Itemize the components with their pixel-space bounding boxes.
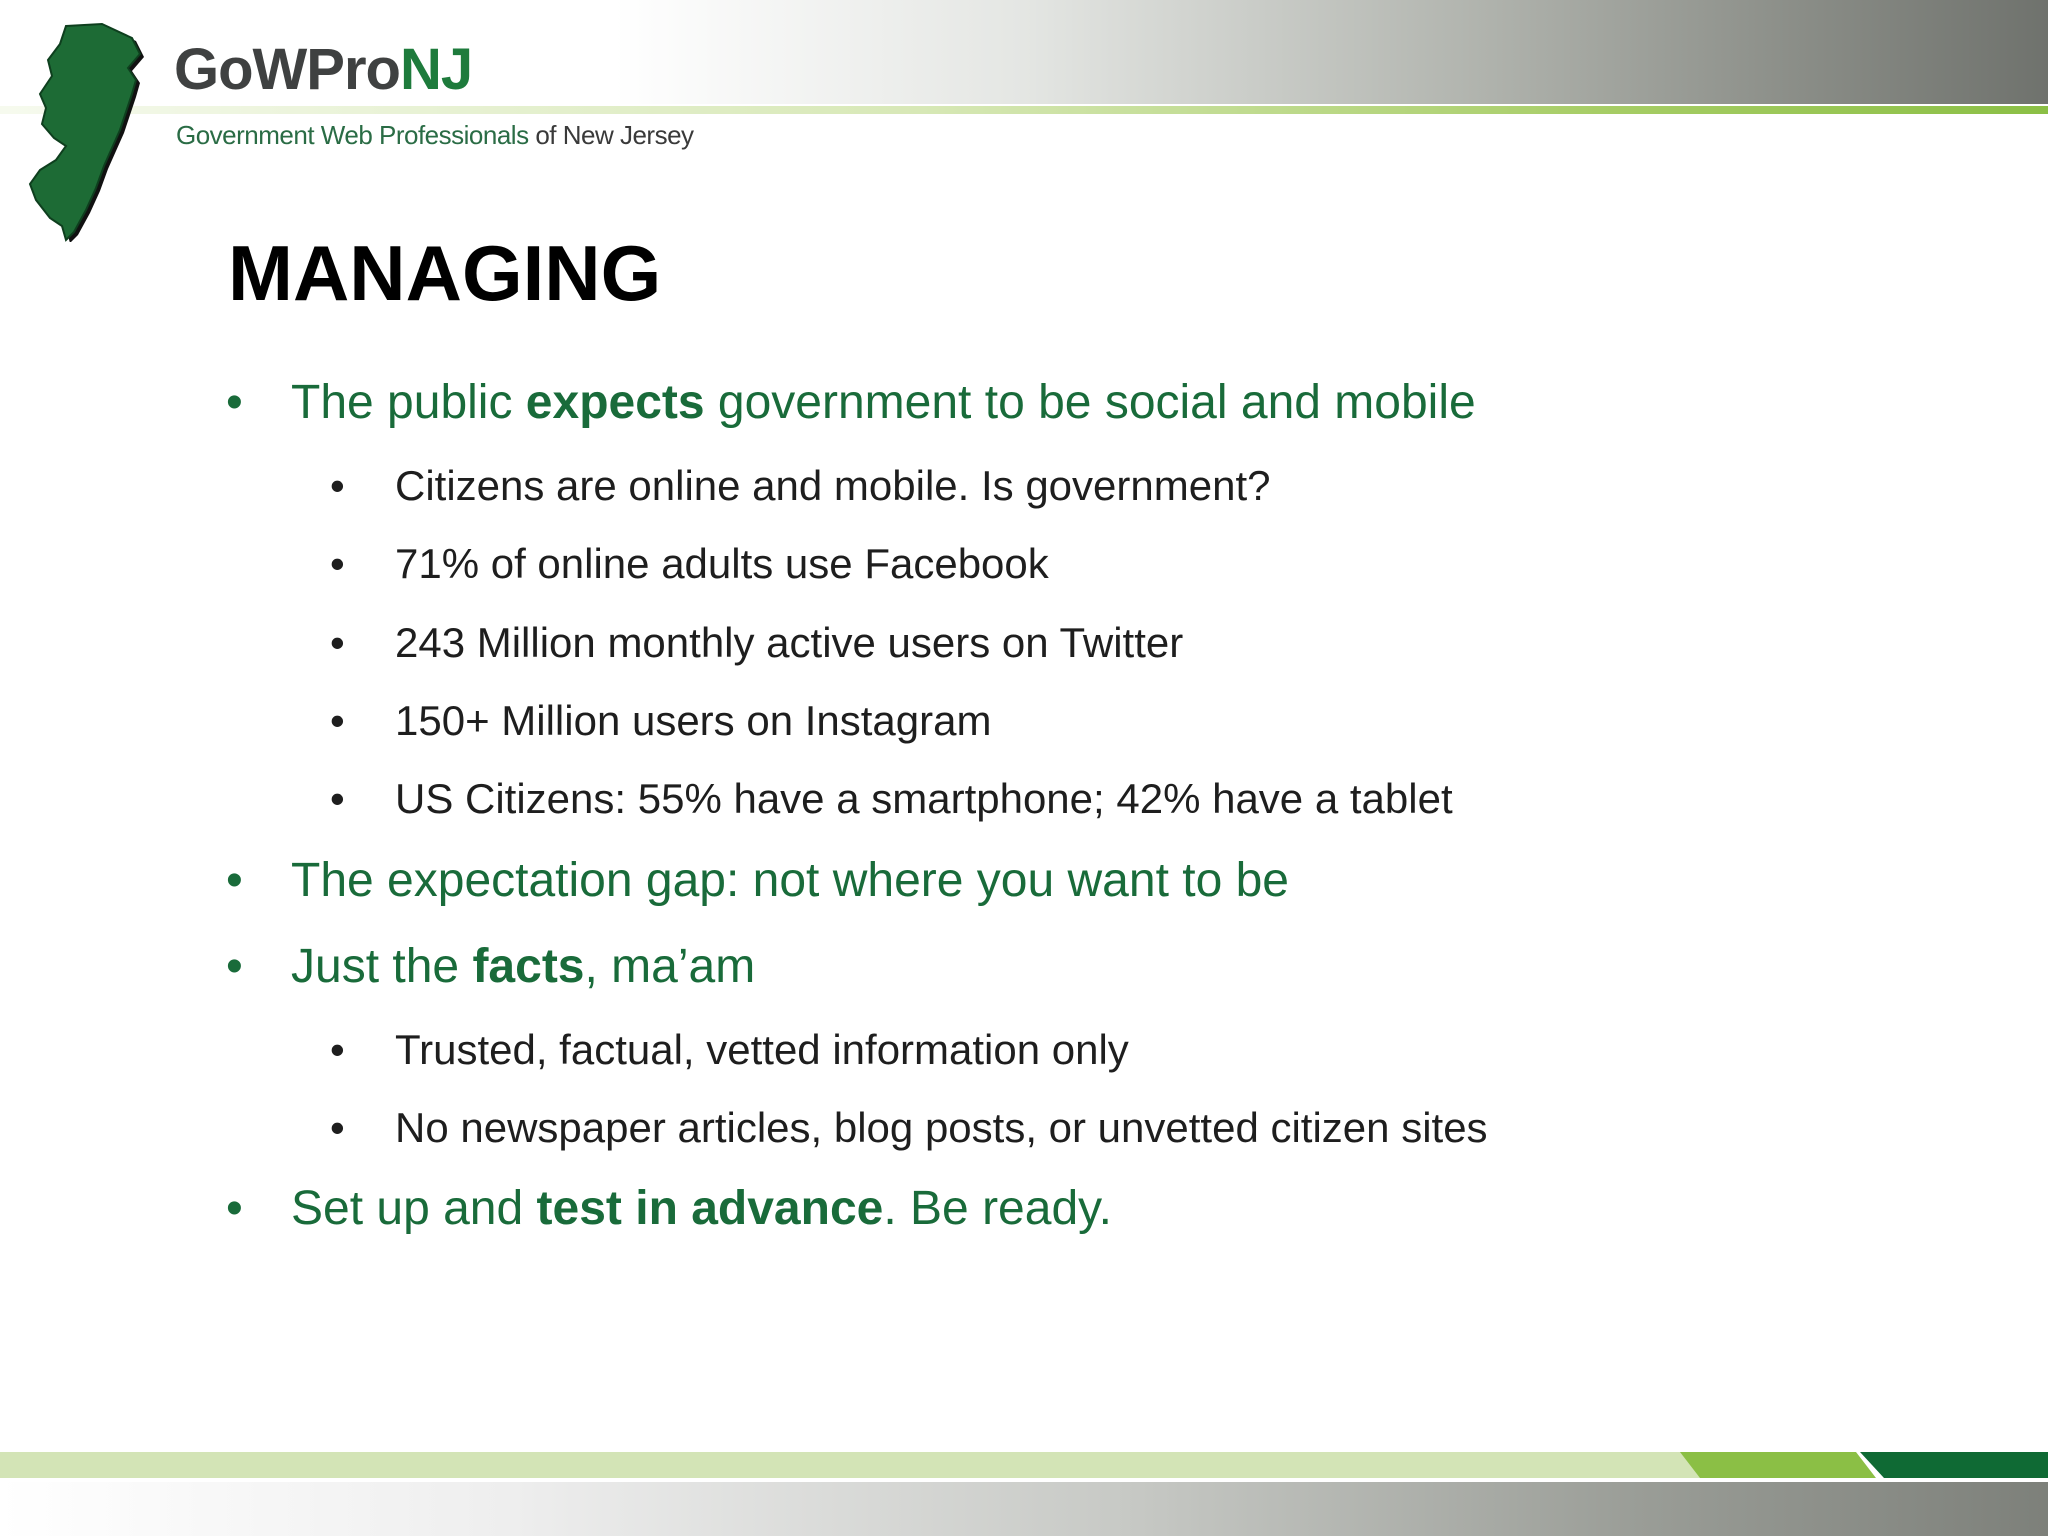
bullet-text: Set up and test in advance. Be ready.	[291, 1182, 1112, 1235]
bullet-dot-icon: •	[330, 619, 345, 666]
sub-bullet-item	[330, 695, 991, 747]
slide-title: MANAGING	[228, 229, 662, 317]
bullet-text: 243 Million monthly active users on Twitter	[395, 619, 1184, 666]
bullet-text: 71% of online adults use Facebook	[395, 540, 1049, 587]
bullet-dot-icon: •	[226, 854, 243, 907]
bullet-dot-icon: •	[226, 376, 243, 429]
bullet-item	[226, 852, 1289, 910]
bullet-dot-icon: •	[330, 775, 345, 822]
logo-subtitle-main: Government Web Professionals	[176, 120, 529, 150]
sub-bullet-item	[330, 773, 1453, 825]
bullet-dot-icon: •	[226, 1182, 243, 1235]
logo-subtitle-tail: of New Jersey	[535, 120, 694, 150]
bullet-dot-icon: •	[330, 540, 345, 587]
bullet-text: The expectation gap: not where you want to be	[291, 854, 1289, 907]
sub-bullet-item	[330, 460, 1270, 512]
bullet-dot-icon: •	[330, 1026, 345, 1073]
logo-title-main: GoWPro	[174, 37, 400, 102]
bullet-text: Trusted, factual, vetted information only	[395, 1026, 1129, 1073]
bullet-item	[226, 374, 1476, 432]
bullet-text: Just the facts, ma’am	[291, 940, 756, 993]
bullet-text: No newspaper articles, blog posts, or unvetted citizen sites	[395, 1104, 1488, 1151]
bullet-text: Citizens are online and mobile. Is government?	[395, 462, 1271, 509]
sub-bullet-item	[330, 1024, 1129, 1076]
bullet-text: 150+ Million users on Instagram	[395, 697, 992, 744]
bullet-dot-icon: •	[330, 697, 345, 744]
logo-title-accent: NJ	[399, 37, 473, 102]
bullet-text: US Citizens: 55% have a smartphone; 42% have a tablet	[395, 775, 1453, 822]
bullet-text: The public expects government to be social and mobile	[291, 376, 1476, 429]
bullet-dot-icon: •	[330, 1104, 345, 1151]
footer-band-gray	[0, 1482, 2048, 1536]
footer-accent-stripes	[1660, 1452, 2048, 1482]
sub-bullet-item	[330, 617, 1183, 669]
bullet-dot-icon: •	[330, 462, 345, 509]
sub-bullet-item	[330, 1102, 1488, 1154]
bullet-item	[226, 1180, 1112, 1238]
bullet-item	[226, 938, 755, 996]
sub-bullet-item	[330, 538, 1049, 590]
bullet-dot-icon: •	[226, 940, 243, 993]
